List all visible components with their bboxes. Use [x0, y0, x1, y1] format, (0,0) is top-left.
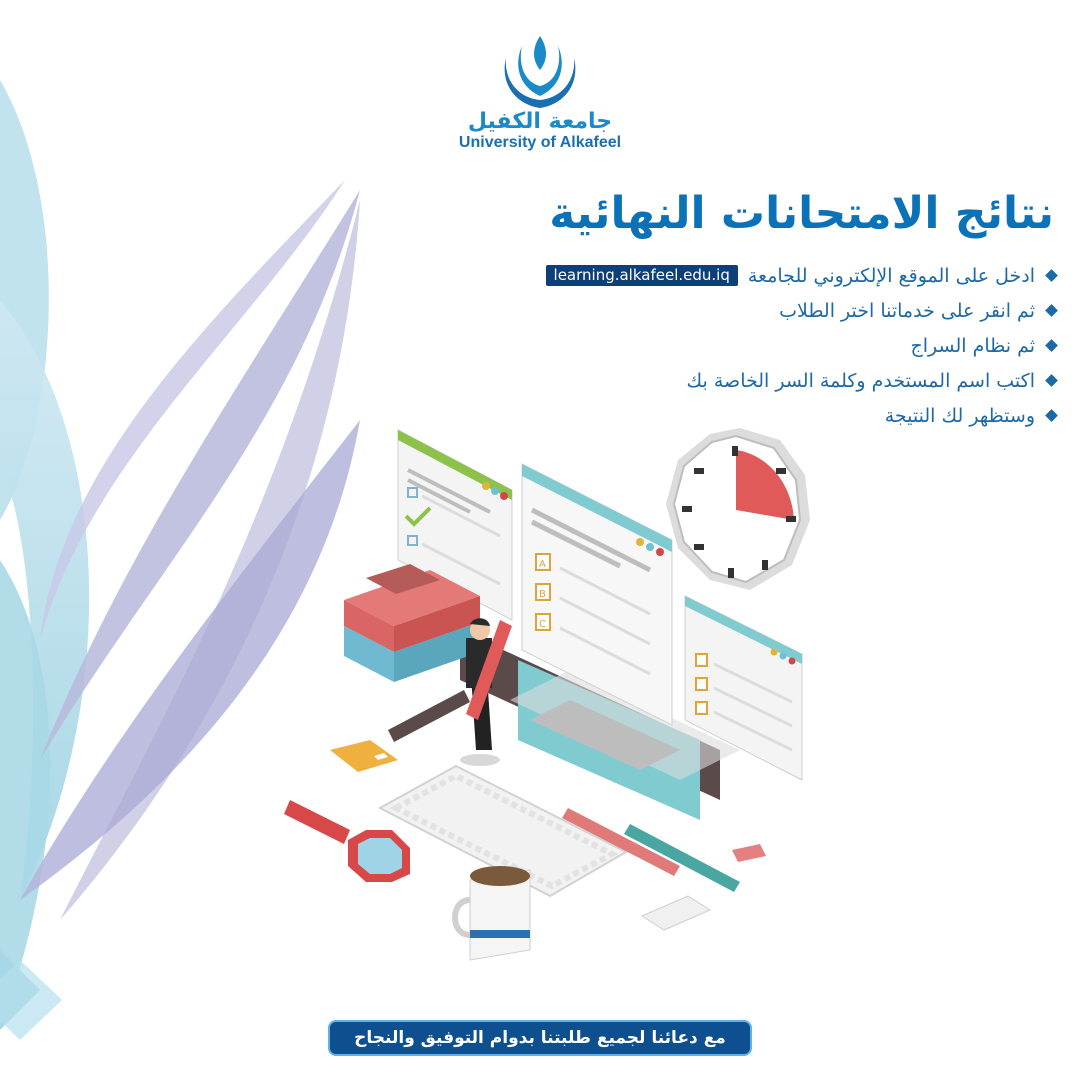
list-item — [546, 363, 1056, 398]
step-text: وستظهر لك النتيجة — [884, 404, 1035, 427]
diamond-bullet-icon — [1045, 409, 1058, 422]
mouse-icon — [642, 896, 710, 930]
steps-list — [546, 258, 1056, 433]
coffee-cup-icon — [455, 866, 530, 960]
option-label: C — [539, 619, 546, 630]
option-label: B — [539, 589, 546, 600]
diamond-bullet-icon — [1045, 269, 1058, 282]
footer-banner — [330, 1022, 750, 1054]
diamond-bullet-icon — [1045, 304, 1058, 317]
diamond-bullet-icon — [1045, 374, 1058, 387]
option-label: A — [539, 559, 546, 570]
list-item — [546, 258, 1056, 293]
website-url-badge[interactable]: learning.alkafeel.edu.iq — [546, 265, 738, 286]
logo-arabic-text: جامعة الكفيل — [467, 109, 613, 134]
diamond-bullet-icon — [1045, 339, 1058, 352]
exam-illustration — [280, 420, 820, 970]
list-item — [546, 293, 1056, 328]
footer-text: مع دعائنا لجميع طلبتنا بدوام التوفيق والنجاح — [354, 1028, 726, 1048]
step-text: اكتب اسم المستخدم وكلمة السر الخاصة بك — [686, 369, 1035, 392]
logo-english-text: University of Alkafeel — [458, 134, 622, 151]
step-text: ثم انقر على خدماتنا اختر الطلاب — [779, 299, 1035, 322]
list-item — [546, 328, 1056, 363]
step-text: ثم نظام السراج — [910, 334, 1035, 357]
credit-card-icon — [330, 740, 398, 772]
eraser-icon — [732, 844, 766, 862]
university-logo — [440, 30, 640, 165]
step-text: ادخل على الموقع الإلكتروني للجامعة — [747, 264, 1035, 287]
page-title: نتائج الامتحانات النهائية — [549, 188, 1054, 239]
logo-emblem-icon — [492, 30, 588, 110]
pencil-icon — [388, 690, 470, 742]
clock-icon — [666, 428, 810, 590]
